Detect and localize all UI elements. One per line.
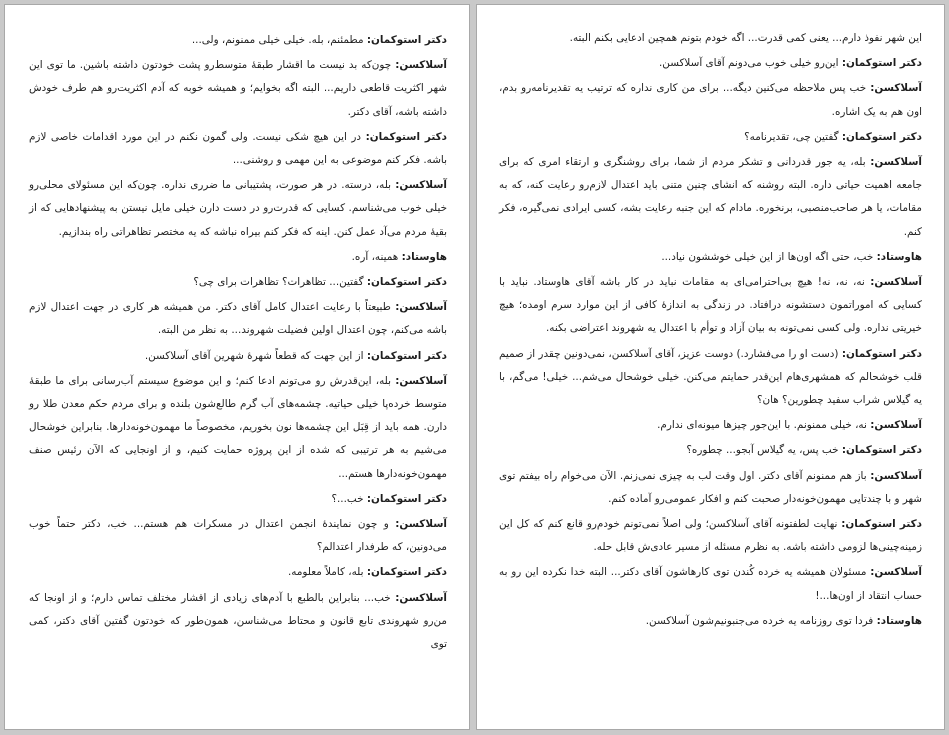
speaker-name: دکتر استوکمان: (366, 566, 447, 579)
speaker-name: آسلاکسن: (870, 82, 922, 95)
dialogue-paragraph (499, 126, 922, 149)
dialogue-text: در این هیچ شکی نیست. ولی گمون نکنم در این مورد اقدامات خاصی لازم باشه. فکر کنم موضوعی به این مهمی و روشنی... (29, 130, 447, 167)
dialogue-text: این‌رو خیلی خوب می‌دونم آقای آسلاکسن. (659, 57, 842, 70)
dialogue-text: خب...؟ (331, 492, 367, 505)
dialogue-text: همینه، آره. (351, 250, 402, 263)
dialogue-text: (دست او را می‌فشارد.) دوست عزیز، آقای آسلاکسن، نمی‌دونین چقدر از صمیم قلب خوشحالم که همشهری‌هام این‌قدر حمایتم می‌کنن. خیلی خوشحال می‌شم... خیلی! می‌گم، با یه گیلاس شراب سفید چطورین؟ هان؟ (499, 347, 922, 407)
dialogue-paragraph (499, 271, 922, 341)
dialogue-paragraph (29, 126, 447, 172)
speaker-name: دکتر استوکمان: (366, 492, 447, 505)
speaker-name: دکتر استوکمان: (841, 347, 922, 360)
dialogue-paragraph (29, 488, 447, 511)
dialogue-text: خب پس، یه گیلاس آبجو... چطوره؟ (686, 444, 842, 457)
dialogue-paragraph (29, 345, 447, 368)
speaker-name: آسلاکسن: (870, 276, 922, 289)
dialogue-paragraph (499, 610, 922, 633)
dialogue-text: نه، نه، نه! هیچ بی‌احترامی‌ای به مقامات نباید در کار باشه آقای هاوستاد. نباید با کسایی که اموراتمون دستشونه درافتاد. در زندگی به اندازهٔ کافی از این موارد سرم اومده؛ هیچ خیریتی نداره. ولی کسی نمی‌تونه به بیان آزاد و توأم با اعتدال یه شهروند اعتراضی بکنه. (499, 276, 922, 335)
dialogue-paragraph (499, 52, 922, 75)
speaker-name: آسلاکسن: (870, 419, 922, 432)
dialogue-text: بله، این‌قدرش رو می‌تونم ادعا کنم؛ و این موضوع سیستم آب‌رسانی برای ما طبقهٔ متوسط خرده‌پا خیلی حیاتیه. چشمه‌های آب گرم طالع‌شون بلنده و برای مردم حکم معدن طلا رو دارن. همه باید از قِبَل این چشمه‌ها نون بخوریم، مخصوصاً ما مهمون‌خونه‌دارها. بنابراین خوشحال می‌شیم به هر ترتیبی که شده از این پروژه حمایت کنیم، و از اونجایی که الآن رئیس صنف مهمون‌خونه‌دارها هستم... (29, 374, 447, 480)
dialogue-paragraph (29, 587, 447, 657)
dialogue-text: چون‌که بد نیست ما اقشار طبقهٔ متوسط‌رو پشت خودتون داشته باشین. ما توی این شهر اکثریت قاطعی داریم... البته اگه بخوایم؛ و همیشه خوبه که آدم اکثریت‌رو هم طرف خودش داشته باشه، آقای دکتر. (29, 59, 447, 118)
speaker-name: دکتر استوکمان: (366, 349, 447, 362)
dialogue-paragraph (499, 151, 922, 244)
dialogue-text: خب پس ملاحظه می‌کنین دیگه... برای من کاری نداره که ترتیب یه تقدیرنامه‌رو بدم، اون هم به یک اشاره. (499, 82, 922, 118)
speaker-name: آسلاکسن: (870, 469, 922, 482)
speaker-name: آسلاکسن: (395, 179, 447, 192)
dialogue-paragraph (29, 296, 447, 342)
dialogue-text: طبیعتاً با رعایت اعتدال کامل آقای دکتر. من همیشه هر کاری در جهت اعتدال لازم باشه می‌کنم، چون اعتدال اولین فضیلت شهروند... به نظر من البته. (29, 301, 447, 337)
dialogue-text: گفتین... تظاهرات؟ تظاهرات برای چی؟ (193, 276, 367, 289)
dialogue-paragraph (499, 561, 922, 607)
speaker-name: دکتر استوکمان: (841, 518, 922, 531)
speaker-name: دکتر استوکمان: (366, 34, 447, 46)
dialogue-paragraph (29, 54, 447, 124)
dialogue-text: مطمئنم، بله. خیلی خیلی ممنونم، ولی... (191, 34, 367, 46)
speaker-name: دکتر استوکمان: (365, 130, 447, 143)
dialogue-text: بله، کاملاً معلومه. (287, 566, 367, 579)
speaker-name: دکتر استوکمان: (841, 57, 922, 70)
dialogue-paragraph (29, 271, 447, 294)
dialogue-paragraph (499, 414, 922, 437)
dialogue-text: فردا توی روزنامه یه خرده می‌جنبونیم‌شون آسلاکسن. (645, 614, 877, 627)
dialogue-text: و چون نمایندهٔ انجمن اعتدال در مسکرات هم هستم... خب، دکتر حتماً خوب می‌دونین، که طرفدار اعتدالم؟ (29, 518, 447, 554)
dialogue-paragraph (29, 174, 447, 244)
dialogue-paragraph (499, 77, 922, 123)
speaker-name: هاوستاد: (876, 250, 922, 263)
dialogue-paragraph (499, 27, 922, 50)
dialogue-paragraph (499, 465, 922, 511)
dialogue-paragraph (29, 513, 447, 559)
dialogue-paragraph (29, 246, 447, 269)
dialogue-text: بله، یه جور قدردانی و تشکر مردم از شما، برای روشنگری و ارتقاء امری که برای جامعه اهمیت حیاتی داره. البته روشنه که انشای چنین متنی باید اعتدال لازم‌رو رعایت کنه، که به مقامات، یا هر صاحب‌منصبی، برنخوره. مادام که این جنبه رعایت بشه، کسی ایرادی نمی‌گیره، فکر کنم. (499, 156, 922, 238)
speaker-name: آسلاکسن: (395, 301, 447, 314)
speaker-name: دکتر استوکمان: (841, 130, 922, 143)
dialogue-paragraph (29, 561, 447, 584)
dialogue-text: گفتین چی، تقدیرنامه؟ (744, 130, 842, 143)
dialogue-paragraph (499, 246, 922, 269)
right-page-text-column (499, 27, 922, 635)
dialogue-text: باز هم ممنونم آقای دکتر. اول وقت لب به چیزی نمی‌زنم. الآن می‌خوام راه بیفتم توی شهر و با چندتایی مهمون‌خونه‌دار صحبت کنم و افکار عمومی‌رو آماده کنم. (499, 469, 922, 505)
speaker-name: هاوستاد: (401, 250, 447, 263)
speaker-name: آسلاکسن: (870, 566, 922, 579)
dialogue-text: نه، خیلی ممنونم. با این‌جور چیزها میونه‌ای ندارم. (657, 419, 871, 432)
speaker-name: آسلاکسن: (395, 591, 447, 604)
speaker-name: دکتر استوکمان: (366, 276, 447, 289)
speaker-name: آسلاکسن: (395, 374, 447, 387)
dialogue-text: از این جهت که قطعاً شهرهٔ شهرین آقای آسلاکسن. (144, 349, 367, 362)
dialogue-paragraph (499, 439, 922, 462)
dialogue-paragraph (499, 513, 922, 559)
right-page (476, 4, 945, 730)
dialogue-text: خب، حتی اگه اون‌ها از این خیلی خوششون نیاد... (661, 250, 877, 263)
speaker-name: آسلاکسن: (870, 156, 922, 169)
dialogue-text: خب... بنابراین بالطبع با آدم‌های زیادی از اقشار مختلف تماس دارم؛ و از اونجا که من‌رو شهروندی تابع قانون و محتاط می‌شناسن، همون‌طور که خودتون گفتین آقای دکتر، کمی توی (29, 591, 447, 651)
left-page (4, 4, 470, 730)
speaker-name: هاوستاد: (876, 614, 922, 627)
speaker-name: آسلاکسن: (395, 518, 447, 531)
dialogue-text: این شهر نفوذ دارم... یعنی کمی قدرت... اگه خودم بتونم همچین ادعایی بکنم البته. (569, 32, 922, 44)
dialogue-paragraph (29, 29, 447, 52)
left-page-text-column (29, 29, 447, 658)
dialogue-text: نهایت لطفتونه آقای آسلاکسن؛ ولی اصلاً نمی‌تونم خودم‌رو قانع کنم که کل این زمینه‌چینی‌ها لزومی داشته باشه. به نظرم مسئله از مسیر عادی‌ش قابل حله. (499, 518, 922, 554)
dialogue-text: مسئولان همیشه یه خرده کُندن توی کارهاشون آقای دکتر... البته خدا نکرده این رو به حساب انتقاد از اون‌ها...! (499, 566, 922, 602)
dialogue-paragraph (499, 343, 922, 413)
dialogue-text: بله، درسته. در هر صورت، پشتیبانی ما ضرری نداره. چون‌که این مسئولای محلی‌رو خیلی خوب می‌شناسم. کسایی که قدرت‌رو در دست دارن خیلی مایل نیستن به پیشنهادهایی که از بقیهٔ مردم می‌آد عمل کنن. اینه که فکر کنم بیراه نباشه که یه مختصر تظاهراتی راه بندازیم. (29, 179, 447, 238)
dialogue-paragraph (29, 370, 447, 486)
speaker-name: دکتر استوکمان: (841, 444, 922, 457)
speaker-name: آسلاکسن: (395, 59, 447, 72)
